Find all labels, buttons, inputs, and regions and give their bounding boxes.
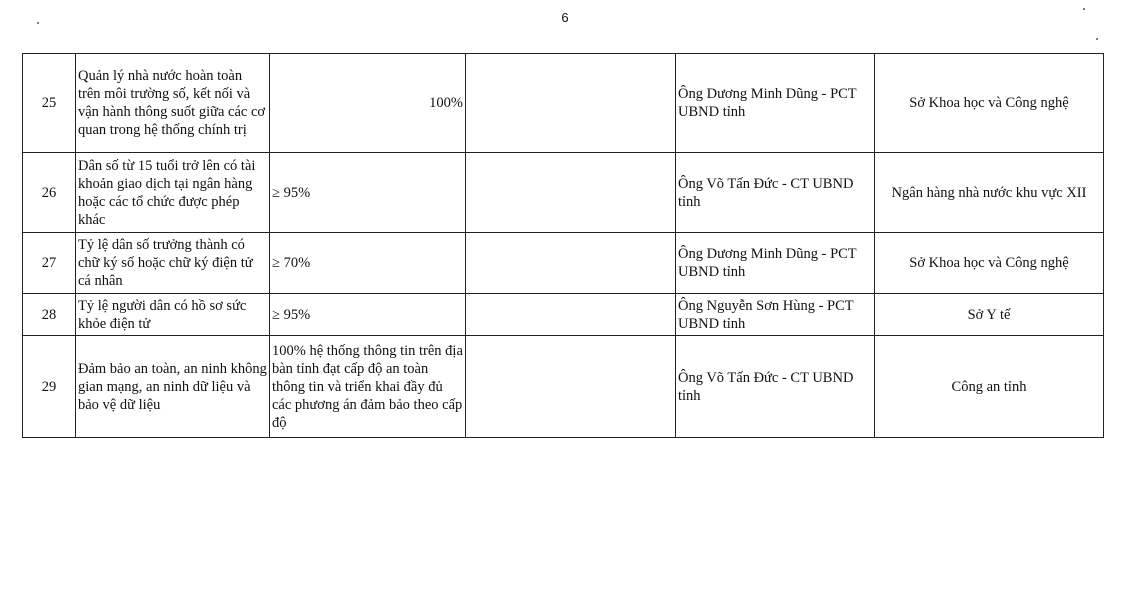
scan-speck bbox=[1083, 8, 1085, 10]
table-row bbox=[23, 233, 1104, 294]
responsible-cell: Ông Dương Minh Dũng - PCT UBND tỉnh bbox=[676, 54, 875, 153]
unit-cell: Sở Khoa học và Công nghệ bbox=[875, 54, 1104, 153]
unit-cell: Công an tỉnh bbox=[875, 336, 1104, 438]
target-cell: ≥ 70% bbox=[270, 233, 466, 294]
note-cell bbox=[466, 54, 676, 153]
row-number: 26 bbox=[23, 153, 76, 233]
row-number: 27 bbox=[23, 233, 76, 294]
target-cell: ≥ 95% bbox=[270, 153, 466, 233]
indicator-table bbox=[22, 53, 1104, 438]
responsible-cell: Ông Võ Tấn Đức - CT UBND tỉnh bbox=[676, 336, 875, 438]
row-number: 28 bbox=[23, 294, 76, 336]
indicator-cell: Tỷ lệ người dân có hồ sơ sức khỏe điện tử bbox=[76, 294, 270, 336]
row-number: 29 bbox=[23, 336, 76, 438]
row-number: 25 bbox=[23, 54, 76, 153]
responsible-cell: Ông Nguyễn Sơn Hùng - PCT UBND tỉnh bbox=[676, 294, 875, 336]
indicator-cell: Tỷ lệ dân số trưởng thành có chữ ký số hoặc chữ ký điện tử cá nhân bbox=[76, 233, 270, 294]
responsible-cell: Ông Võ Tấn Đức - CT UBND tỉnh bbox=[676, 153, 875, 233]
unit-cell: Ngân hàng nhà nước khu vực XII bbox=[875, 153, 1104, 233]
table-row bbox=[23, 153, 1104, 233]
scan-speck bbox=[1096, 38, 1098, 40]
table-row bbox=[23, 54, 1104, 153]
unit-cell: Sở Y tế bbox=[875, 294, 1104, 336]
target-cell: ≥ 95% bbox=[270, 294, 466, 336]
note-cell bbox=[466, 153, 676, 233]
target-cell: 100% bbox=[270, 54, 466, 153]
indicator-cell: Dân số từ 15 tuổi trở lên có tài khoản giao dịch tại ngân hàng hoặc các tổ chức được phép khác bbox=[76, 153, 270, 233]
note-cell bbox=[466, 233, 676, 294]
responsible-cell: Ông Dương Minh Dũng - PCT UBND tỉnh bbox=[676, 233, 875, 294]
table-row bbox=[23, 336, 1104, 438]
target-cell: 100% hệ thống thông tin trên địa bàn tỉnh đạt cấp độ an toàn thông tin và triển khai đầy đủ các phương án đảm bảo theo cấp độ bbox=[270, 336, 466, 438]
indicator-cell: Quản lý nhà nước hoàn toàn trên môi trường số, kết nối và vận hành thông suốt giữa các cơ quan trong hệ thống chính trị bbox=[76, 54, 270, 153]
page-number: 6 bbox=[561, 10, 569, 25]
note-cell bbox=[466, 336, 676, 438]
scan-speck bbox=[37, 22, 39, 24]
note-cell bbox=[466, 294, 676, 336]
table-row bbox=[23, 294, 1104, 336]
unit-cell: Sở Khoa học và Công nghệ bbox=[875, 233, 1104, 294]
indicator-cell: Đảm bảo an toàn, an ninh không gian mạng, an ninh dữ liệu và bảo vệ dữ liệu bbox=[76, 336, 270, 438]
